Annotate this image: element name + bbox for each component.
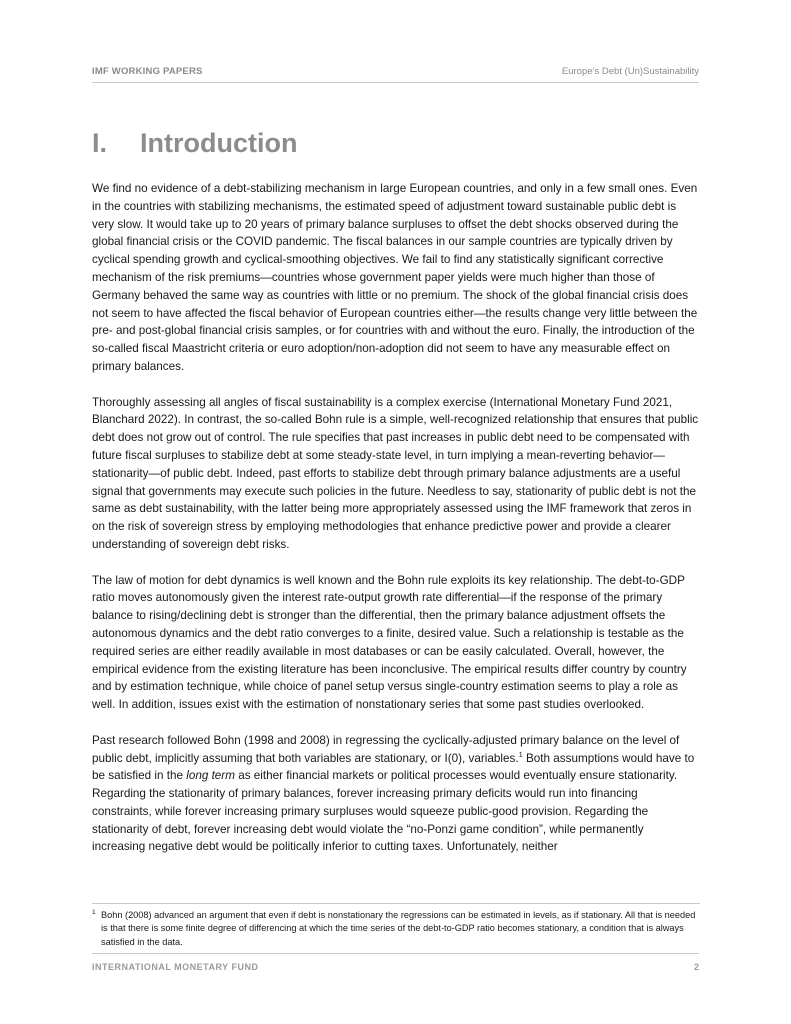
footnote-text: Bohn (2008) advanced an argument that even if debt is nonstationary the regressions can be estimated in levels, as if stationary. All that is needed is that there is some finite degree of differencing at which the time series of the debt-to-GDP ratio becomes stationary, a condition that is always satisfied in the data. xyxy=(101,910,696,947)
body-text xyxy=(92,180,700,874)
footnote-1 xyxy=(92,909,700,949)
section-title: Introduction xyxy=(140,128,298,158)
paragraph-3: The law of motion for debt dynamics is well known and the Bohn rule exploits its key relationship. The debt-to-GDP ratio moves autonomously given the interest rate-output growth rate differential—if the response of the primary balance to rising/declining debt is stronger than the differential, then the primary balance adjustment offsets the autonomous dynamics and the debt ratio converges to a finite, desired value. Such a relationship is testable as the required series are either readily available in most databases or can be easily calculated. Overall, however, the empirical evidence from the existing literature has been inconclusive. The empirical results differ country by country and by estimation technique, while choice of panel setup versus single-country estimation seems to play a role as well. In addition, issues exist with the estimation of nonstationary series that some past studies overlooked. xyxy=(92,573,687,712)
paper-short-title: Europe’s Debt (Un)Sustainability xyxy=(561,66,699,77)
footnote-mark: 1 xyxy=(92,909,96,916)
emphasis-long-term: long term xyxy=(186,769,235,783)
section-number: I. xyxy=(92,128,108,158)
footnotes xyxy=(92,903,700,949)
running-header xyxy=(92,64,699,83)
section-heading xyxy=(92,128,297,159)
publisher-name: INTERNATIONAL MONETARY FUND xyxy=(92,962,259,972)
paragraph-4-part-b: Both assumptions would have to be satisfied in the xyxy=(92,751,695,783)
paragraph-4-part-c: as either financial markets or political processes would eventually ensure stationarity. Regarding the stationarity of primary balances, forever increasing primary deficits would run into financing constraints, while forever increasing primary surpluses would squeeze public-good provision. Regarding the stationarity of debt, forever increasing debt would violate the “no-Ponzi game condition”, while permanently increasing negative debt would be politically inferior to cutting taxes. Unfortunately, neither xyxy=(92,769,678,854)
paragraph-2: Thoroughly assessing all angles of fiscal sustainability is a complex exercise (International Monetary Fund 2021, Blanchard 2022). In contrast, the so-called Bohn rule is a simple, well-recognized relationship that ensures that public debt does not grow out of control. The rule specifies that past increases in public debt need to be compensated with future fiscal surpluses to stabilize debt at some steady-state level, in turn implying a mean-reverting behavior—stationarity—of public debt. Indeed, past efforts to stabilize debt through primary balance adjustments are a useful signal that governments may execute such policies in the future. Needless to say, stationarity of public debt is not the same as debt sustainability, with the latter being more appropriately assessed using the IMF framework that zeros in on the risk of sovereign stress by employing methodologies that enhance predictive power and provide a clearer understanding of sovereign debt risks. xyxy=(92,395,699,551)
running-footer xyxy=(92,953,699,976)
paragraph-4-part-a: Past research followed Bohn (1998 and 2008) in regressing the cyclically-adjusted primary balance on the level of public debt, implicitly assuming that both variables are stationary, or I(0), variables. xyxy=(92,733,680,765)
page-number: 2 xyxy=(693,962,699,972)
paragraph-4 xyxy=(92,732,700,857)
footnote-reference[interactable]: 1 xyxy=(518,749,523,759)
series-title: IMF WORKING PAPERS xyxy=(92,66,203,77)
paragraph-1: We find no evidence of a debt-stabilizing mechanism in large European countries, and only in a few small ones. Even in the countries with stabilizing mechanisms, the estimated speed of adjustment toward sustainable public debt is very slow. It would take up to 20 years of primary balance surpluses to offset the debt shocks observed during the global financial crisis or the COVID pandemic. The fiscal balances in our sample countries are typically driven by cyclical spending growth and cyclical-smoothing objectives. We fail to find any statistically significant corrective mechanism of the risk premiums—countries whose government paper yields were much higher than those of Germany behaved the same way as countries with little or no premium. The shock of the global financial crisis does not seem to have affected the fiscal behavior of European countries either—the results change very little between the pre- and post-global financial crisis samples, or for countries with and without the euro. Finally, the introduction of the so-called fiscal Maastricht criteria or euro adoption/non-adoption did not seem to have any measurable effect on primary balances. xyxy=(92,182,698,373)
